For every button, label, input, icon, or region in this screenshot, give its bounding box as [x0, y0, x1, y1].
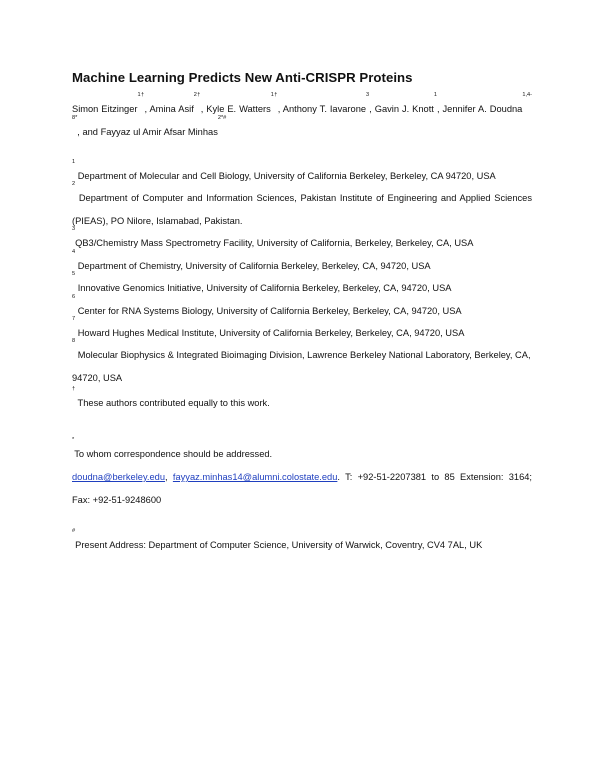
- correspondence-note: *To whom correspondence should be addressed.: [72, 437, 273, 459]
- present-address-note: #Present Address: Department of Computer Science, University of Warwick, Coventry, CV4 7AL, UK: [72, 528, 483, 550]
- paper-title: Machine Learning Predicts New Anti-CRISPR Proteins: [72, 70, 413, 85]
- equal-contribution-note: † These authors contributed equally to this work.: [72, 386, 270, 408]
- author-list: [72, 92, 532, 143]
- affiliation: $^1$ Department of Molecular and Cell Biology, University of California Berkeley, Berkeley, CA 94720, USA: [72, 159, 496, 181]
- affiliation: $^7$ Howard Hughes Medical Institute, University of California Berkeley, Berkeley, CA, 94720, USA: [72, 316, 465, 338]
- affiliation: $^4$ Department of Chemistry, University of California Berkeley, Berkeley, CA, 94720, USA: [72, 249, 431, 271]
- author: Gavin J. Knott$^1$,: [374, 92, 443, 114]
- author: Kyle E. Watters$^{1\dagger}$,: [206, 92, 283, 114]
- author: Amina Asif$^{2\dagger}$,: [149, 92, 207, 114]
- email-link-minhas[interactable]: fayyaz.minhas14@alumni.colostate.edu: [172, 472, 338, 482]
- email-link-doudna[interactable]: doudna@berkeley.edu: [72, 472, 166, 482]
- affiliation: $^2$ Department of Computer and Information Sciences, Pakistan Institute of Engineering and Applied Sciences (PIEAS), PO Nilore, Islamabad, Pakistan.: [72, 181, 532, 226]
- author: Simon Eitzinger$^{1\dagger}$,: [72, 92, 150, 114]
- author: Anthony T. Iavarone$^3$,: [282, 92, 375, 114]
- correspondence-contact: doudna@berkeley.edu, fayyaz.minhas14@alumni.colostate.edu. T: +92-51-2207381 to 85 Extension: 3164; Fax: +92-51-9248600: [72, 472, 532, 505]
- affiliation: $^3$QB3/Chemistry Mass Spectrometry Facility, University of California, Berkeley, Berkeley, CA, USA: [72, 226, 474, 248]
- affiliation: $^5$ Innovative Genomics Initiative, University of California Berkeley, Berkeley, CA, 94720, USA: [72, 271, 452, 293]
- author: Fayyaz ul Amir Afsar Minhas$^{2*\#}$: [100, 114, 227, 137]
- affiliation: $^6$ Center for RNA Systems Biology, University of California Berkeley, Berkeley, CA, 94720, USA: [72, 294, 462, 316]
- author: Jennifer A. Doudna$^{1,4-8*}$, and: [72, 92, 532, 137]
- affiliation: $^8$ Molecular Biophysics & Integrated Bioimaging Division, Lawrence Berkeley National Laboratory, Berkeley, CA, 94720, USA: [72, 338, 531, 383]
